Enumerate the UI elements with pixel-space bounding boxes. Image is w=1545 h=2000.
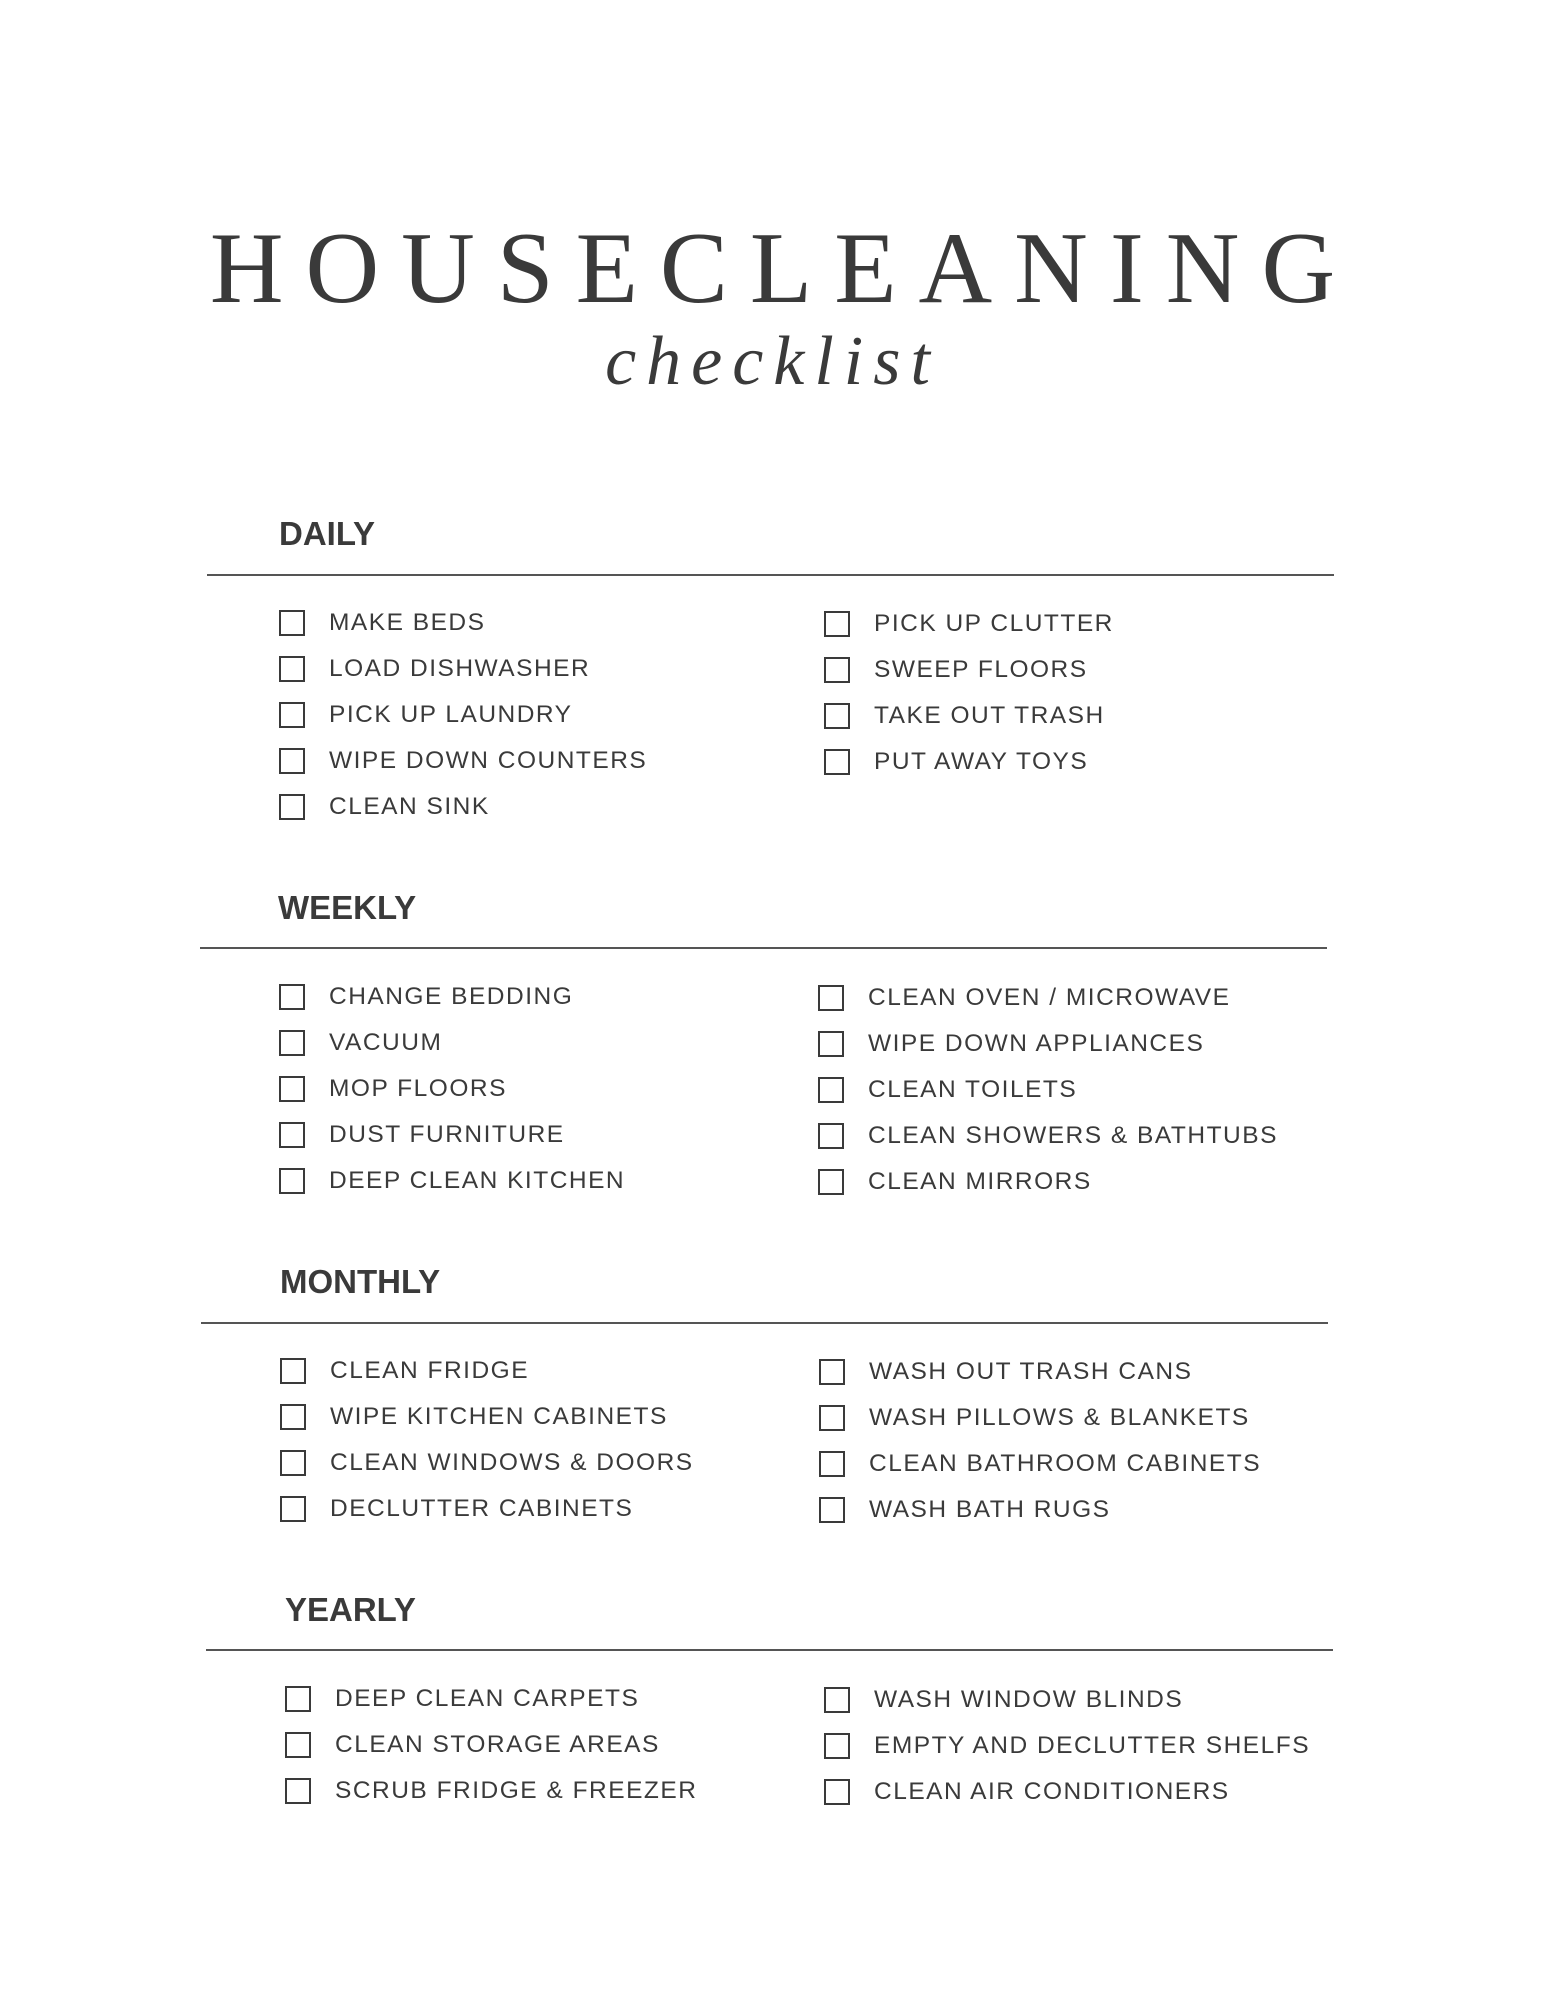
- checkbox[interactable]: [818, 985, 844, 1011]
- item-label: CLEAN FRIDGE: [330, 1356, 530, 1384]
- checkbox[interactable]: [279, 1076, 305, 1102]
- checklist-item[interactable]: [279, 746, 647, 776]
- checkbox[interactable]: [279, 1122, 305, 1148]
- item-label: PICK UP CLUTTER: [874, 609, 1114, 637]
- checkbox[interactable]: [279, 1030, 305, 1056]
- checkbox[interactable]: [824, 611, 850, 637]
- checklist-item[interactable]: [819, 1357, 1192, 1387]
- checklist-item[interactable]: [824, 609, 1114, 639]
- checklist-item[interactable]: [824, 1731, 1310, 1761]
- checklist-item[interactable]: [818, 1029, 1204, 1059]
- item-label: DECLUTTER CABINETS: [330, 1494, 634, 1522]
- checklist-item[interactable]: [818, 1167, 1092, 1197]
- checklist-item[interactable]: [819, 1403, 1250, 1433]
- checkbox[interactable]: [279, 984, 305, 1010]
- item-label: SCRUB FRIDGE & FREEZER: [335, 1776, 698, 1804]
- item-label: WASH BATH RUGS: [869, 1495, 1111, 1523]
- checkbox[interactable]: [818, 1077, 844, 1103]
- item-label: DEEP CLEAN CARPETS: [335, 1684, 640, 1712]
- checklist-item[interactable]: [819, 1495, 1111, 1525]
- section-divider: [206, 1649, 1333, 1651]
- item-label: CHANGE BEDDING: [329, 982, 574, 1010]
- item-label: CLEAN BATHROOM CABINETS: [869, 1449, 1262, 1477]
- checkbox[interactable]: [280, 1358, 306, 1384]
- page-title: HOUSECLEANING: [209, 212, 1358, 325]
- checklist-item[interactable]: [280, 1494, 633, 1524]
- checkbox[interactable]: [818, 1123, 844, 1149]
- checklist-item[interactable]: [818, 1075, 1077, 1105]
- checklist-item[interactable]: [280, 1356, 529, 1386]
- section-heading: MONTHLY: [280, 1263, 441, 1300]
- item-label: WIPE DOWN COUNTERS: [329, 746, 648, 774]
- item-label: CLEAN MIRRORS: [868, 1167, 1092, 1195]
- item-label: LOAD DISHWASHER: [329, 654, 591, 682]
- item-label: PICK UP LAUNDRY: [329, 700, 573, 728]
- checklist-item[interactable]: [818, 983, 1230, 1013]
- item-label: WIPE DOWN APPLIANCES: [868, 1029, 1205, 1057]
- page-subtitle: checklist: [605, 323, 940, 400]
- checklist-item[interactable]: [279, 1120, 565, 1150]
- checklist-item[interactable]: [279, 1074, 507, 1104]
- section-divider: [207, 574, 1334, 576]
- item-label: TAKE OUT TRASH: [874, 701, 1105, 729]
- checkbox[interactable]: [824, 1733, 850, 1759]
- checklist-item[interactable]: [818, 1121, 1278, 1151]
- item-label: SWEEP FLOORS: [874, 655, 1088, 683]
- checkbox[interactable]: [824, 1779, 850, 1805]
- item-label: DEEP CLEAN KITCHEN: [329, 1166, 626, 1194]
- section-heading: WEEKLY: [278, 889, 417, 926]
- item-label: WASH WINDOW BLINDS: [874, 1685, 1184, 1713]
- checklist-item[interactable]: [279, 1028, 442, 1058]
- checkbox[interactable]: [824, 1687, 850, 1713]
- checklist-item[interactable]: [824, 1777, 1230, 1807]
- item-label: WASH PILLOWS & BLANKETS: [869, 1403, 1250, 1431]
- checkbox[interactable]: [279, 748, 305, 774]
- checklist-item[interactable]: [280, 1448, 694, 1478]
- checklist-item[interactable]: [279, 608, 485, 638]
- checklist-item[interactable]: [279, 1166, 625, 1196]
- checklist-item[interactable]: [824, 655, 1088, 685]
- checkbox[interactable]: [280, 1450, 306, 1476]
- item-label: CLEAN TOILETS: [868, 1075, 1078, 1103]
- checklist-item[interactable]: [279, 982, 573, 1012]
- checkbox[interactable]: [824, 703, 850, 729]
- checklist-item[interactable]: [285, 1730, 660, 1760]
- checkbox[interactable]: [818, 1169, 844, 1195]
- item-label: MAKE BEDS: [329, 608, 486, 636]
- item-label: VACUUM: [329, 1028, 443, 1056]
- checkbox[interactable]: [279, 656, 305, 682]
- checkbox[interactable]: [819, 1451, 845, 1477]
- item-label: CLEAN SHOWERS & BATHTUBS: [868, 1121, 1278, 1149]
- item-label: CLEAN AIR CONDITIONERS: [874, 1777, 1230, 1805]
- checkbox[interactable]: [285, 1778, 311, 1804]
- checklist-item[interactable]: [824, 747, 1088, 777]
- item-label: WASH OUT TRASH CANS: [869, 1357, 1193, 1385]
- section-heading: YEARLY: [285, 1591, 416, 1628]
- item-label: CLEAN SINK: [329, 792, 490, 820]
- checkbox[interactable]: [819, 1359, 845, 1385]
- item-label: CLEAN WINDOWS & DOORS: [330, 1448, 694, 1476]
- checkbox[interactable]: [824, 657, 850, 683]
- checkbox[interactable]: [279, 1168, 305, 1194]
- checkbox[interactable]: [819, 1497, 845, 1523]
- section-heading: DAILY: [279, 515, 375, 552]
- item-label: MOP FLOORS: [329, 1074, 507, 1102]
- item-label: EMPTY AND DECLUTTER SHELFS: [874, 1731, 1311, 1759]
- checklist-item[interactable]: [279, 654, 590, 684]
- checklist-item[interactable]: [280, 1402, 668, 1432]
- item-label: CLEAN OVEN / MICROWAVE: [868, 983, 1231, 1011]
- checkbox[interactable]: [279, 702, 305, 728]
- checkbox[interactable]: [285, 1732, 311, 1758]
- section-divider: [201, 1322, 1328, 1324]
- checkbox[interactable]: [279, 610, 305, 636]
- section-divider: [200, 947, 1327, 949]
- item-label: DUST FURNITURE: [329, 1120, 565, 1148]
- checklist-item[interactable]: [285, 1776, 697, 1806]
- checkbox[interactable]: [819, 1405, 845, 1431]
- checklist-item[interactable]: [824, 1685, 1183, 1715]
- checklist-item[interactable]: [819, 1449, 1261, 1479]
- checkbox[interactable]: [280, 1404, 306, 1430]
- checklist-item[interactable]: [285, 1684, 639, 1714]
- checklist-item[interactable]: [279, 700, 573, 730]
- checklist-item[interactable]: [279, 792, 490, 822]
- checkbox[interactable]: [818, 1031, 844, 1057]
- checklist-item[interactable]: [824, 701, 1105, 731]
- checkbox[interactable]: [280, 1496, 306, 1522]
- item-label: WIPE KITCHEN CABINETS: [330, 1402, 668, 1430]
- item-label: CLEAN STORAGE AREAS: [335, 1730, 660, 1758]
- checkbox[interactable]: [279, 794, 305, 820]
- checkbox[interactable]: [285, 1686, 311, 1712]
- checkbox[interactable]: [824, 749, 850, 775]
- item-label: PUT AWAY TOYS: [874, 747, 1089, 775]
